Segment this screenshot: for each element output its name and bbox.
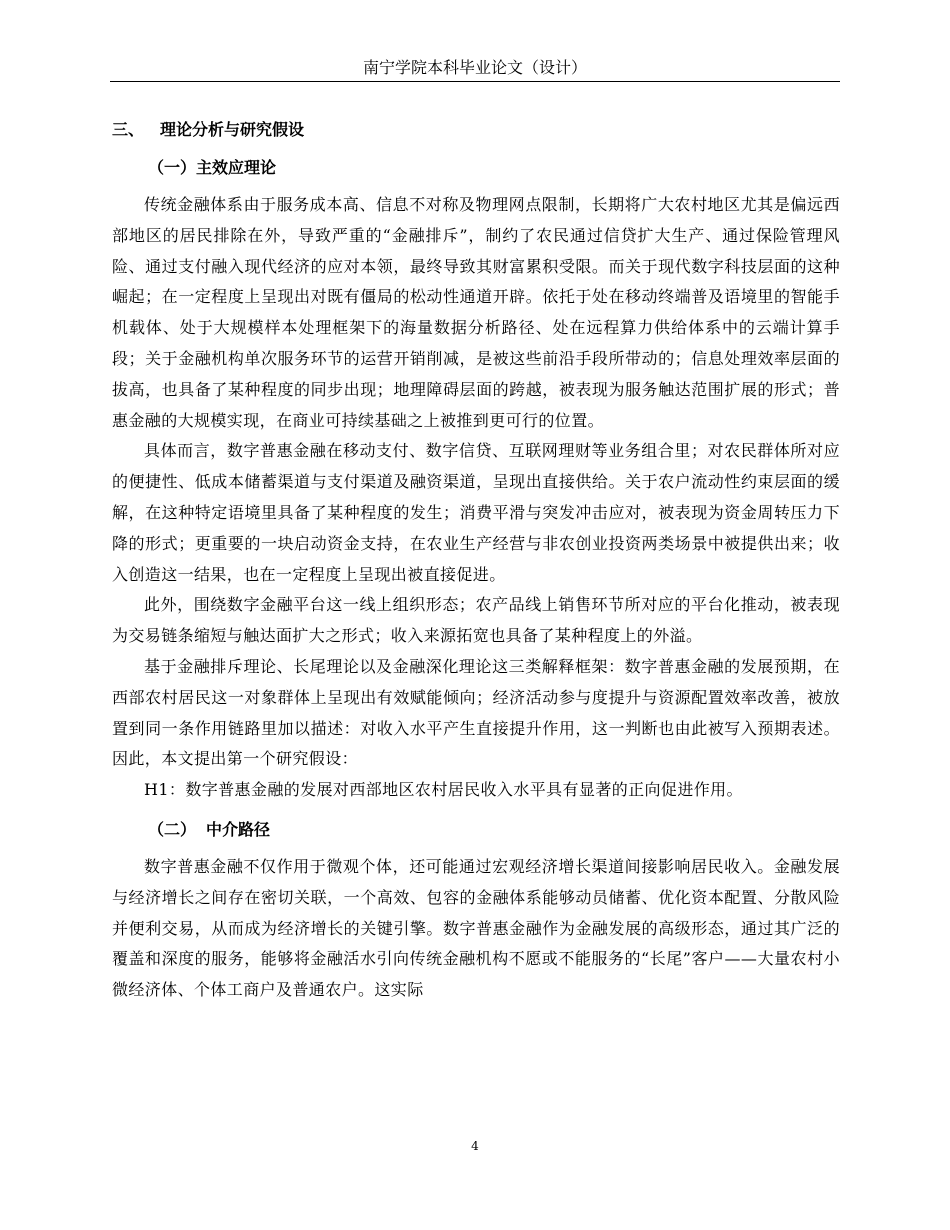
page-body — [112, 114, 840, 1006]
section-title: 理论分析与研究假设 — [160, 120, 305, 139]
paragraph: 基于金融排斥理论、长尾理论以及金融深化理论这三类解释框架：数字普惠金融的发展预期，在西部农村居民这一对象群体上呈现出有效赋能倾向；经济活动参与度提升与资源配置效率改善，被放置到同一条作用链路里加以描述：对收入水平产生直接提升作用，这一判断也由此被写入预期表述。因此，本文提出第一个研究假设： — [112, 656, 840, 769]
hypothesis-h1: H1：数字普惠金融的发展对西部地区农村居民收入水平具有显著的正向促进作用。 — [144, 780, 743, 800]
paragraph: 传统金融体系由于服务成本高、信息不对称及物理网点限制，长期将广大农村地区尤其是偏远西部地区的居民排除在外，导致严重的“金融排斥”，制约了农民通过信贷扩大生产、通过保险管理风险、通过支付融入现代经济的应对本领，最终导致其财富累积受限。而关于现代数字科技层面的这种崛起；在一定程度上呈现出对既有僵局的松动性通道开辟。依托于处在移动终端普及语境里的智能手机载体、处于大规模样本处理框架下的海量数据分析路径、处在远程算力供给体系中的云端计算手段；关于金融机构单次服务环节的运营开销削减，是被这些前沿手段所带动的；信息处理效率层面的拔高，也具备了某种程度的同步出现；地理障碍层面的跨越，被表现为服务触达范围扩展的形式；普惠金融的大规模实现，在商业可持续基础之上被推到更可行的位置。 — [112, 195, 840, 430]
paragraph: 具体而言，数字普惠金融在移动支付、数字信贷、互联网理财等业务组合里；对农民群体所对应的便捷性、低成本储蓄渠道与支付渠道及融资渠道，呈现出直接供给。关于农户流动性约束层面的缓解，在这种特定语境里具备了某种程度的发生；消费平滑与突发冲击应对，被表现为资金周转压力下降的形式；更重要的一块启动资金支持，在农业生产经营与非农创业投资两类场景中被提供出来；收入创造这一结果，也在一定程度上呈现出被直接促进。 — [112, 441, 840, 584]
subsection-heading-mediation — [112, 814, 840, 846]
paragraph: 此外，围绕数字金融平台这一线上组织形态；农产品线上销售环节所对应的平台化推动，被表现为交易链条缩短与触达面扩大之形式；收入来源拓宽也具备了某种程度上的外溢。 — [112, 595, 840, 646]
section-number: 三、 — [112, 120, 145, 139]
page-number: 4 — [471, 1139, 479, 1153]
header-rule — [110, 81, 840, 82]
section-heading — [112, 114, 840, 146]
running-header: 南宁学院本科毕业论文（设计） — [362, 58, 587, 77]
subsection-title: 中介路径 — [206, 819, 271, 839]
paragraph: 数字普惠金融不仅作用于微观个体，还可能通过宏观经济增长渠道间接影响居民收入。金融发展与经济增长之间存在密切关联，一个高效、包容的金融体系能够动员储蓄、优化资本配置、分散风险并便利交易，从而成为经济增长的关键引擎。数字普惠金融作为金融发展的高级形态，通过其广泛的覆盖和深度的服务，能够将金融活水引向传统金融机构不愿或不能服务的“长尾”客户——大量农村小微经济体、个体工商户及普通农户。这实际 — [112, 856, 840, 1000]
subsection-number: （二） — [148, 819, 197, 839]
subsection-heading-main-effect: （一）主效应理论 — [148, 158, 277, 177]
